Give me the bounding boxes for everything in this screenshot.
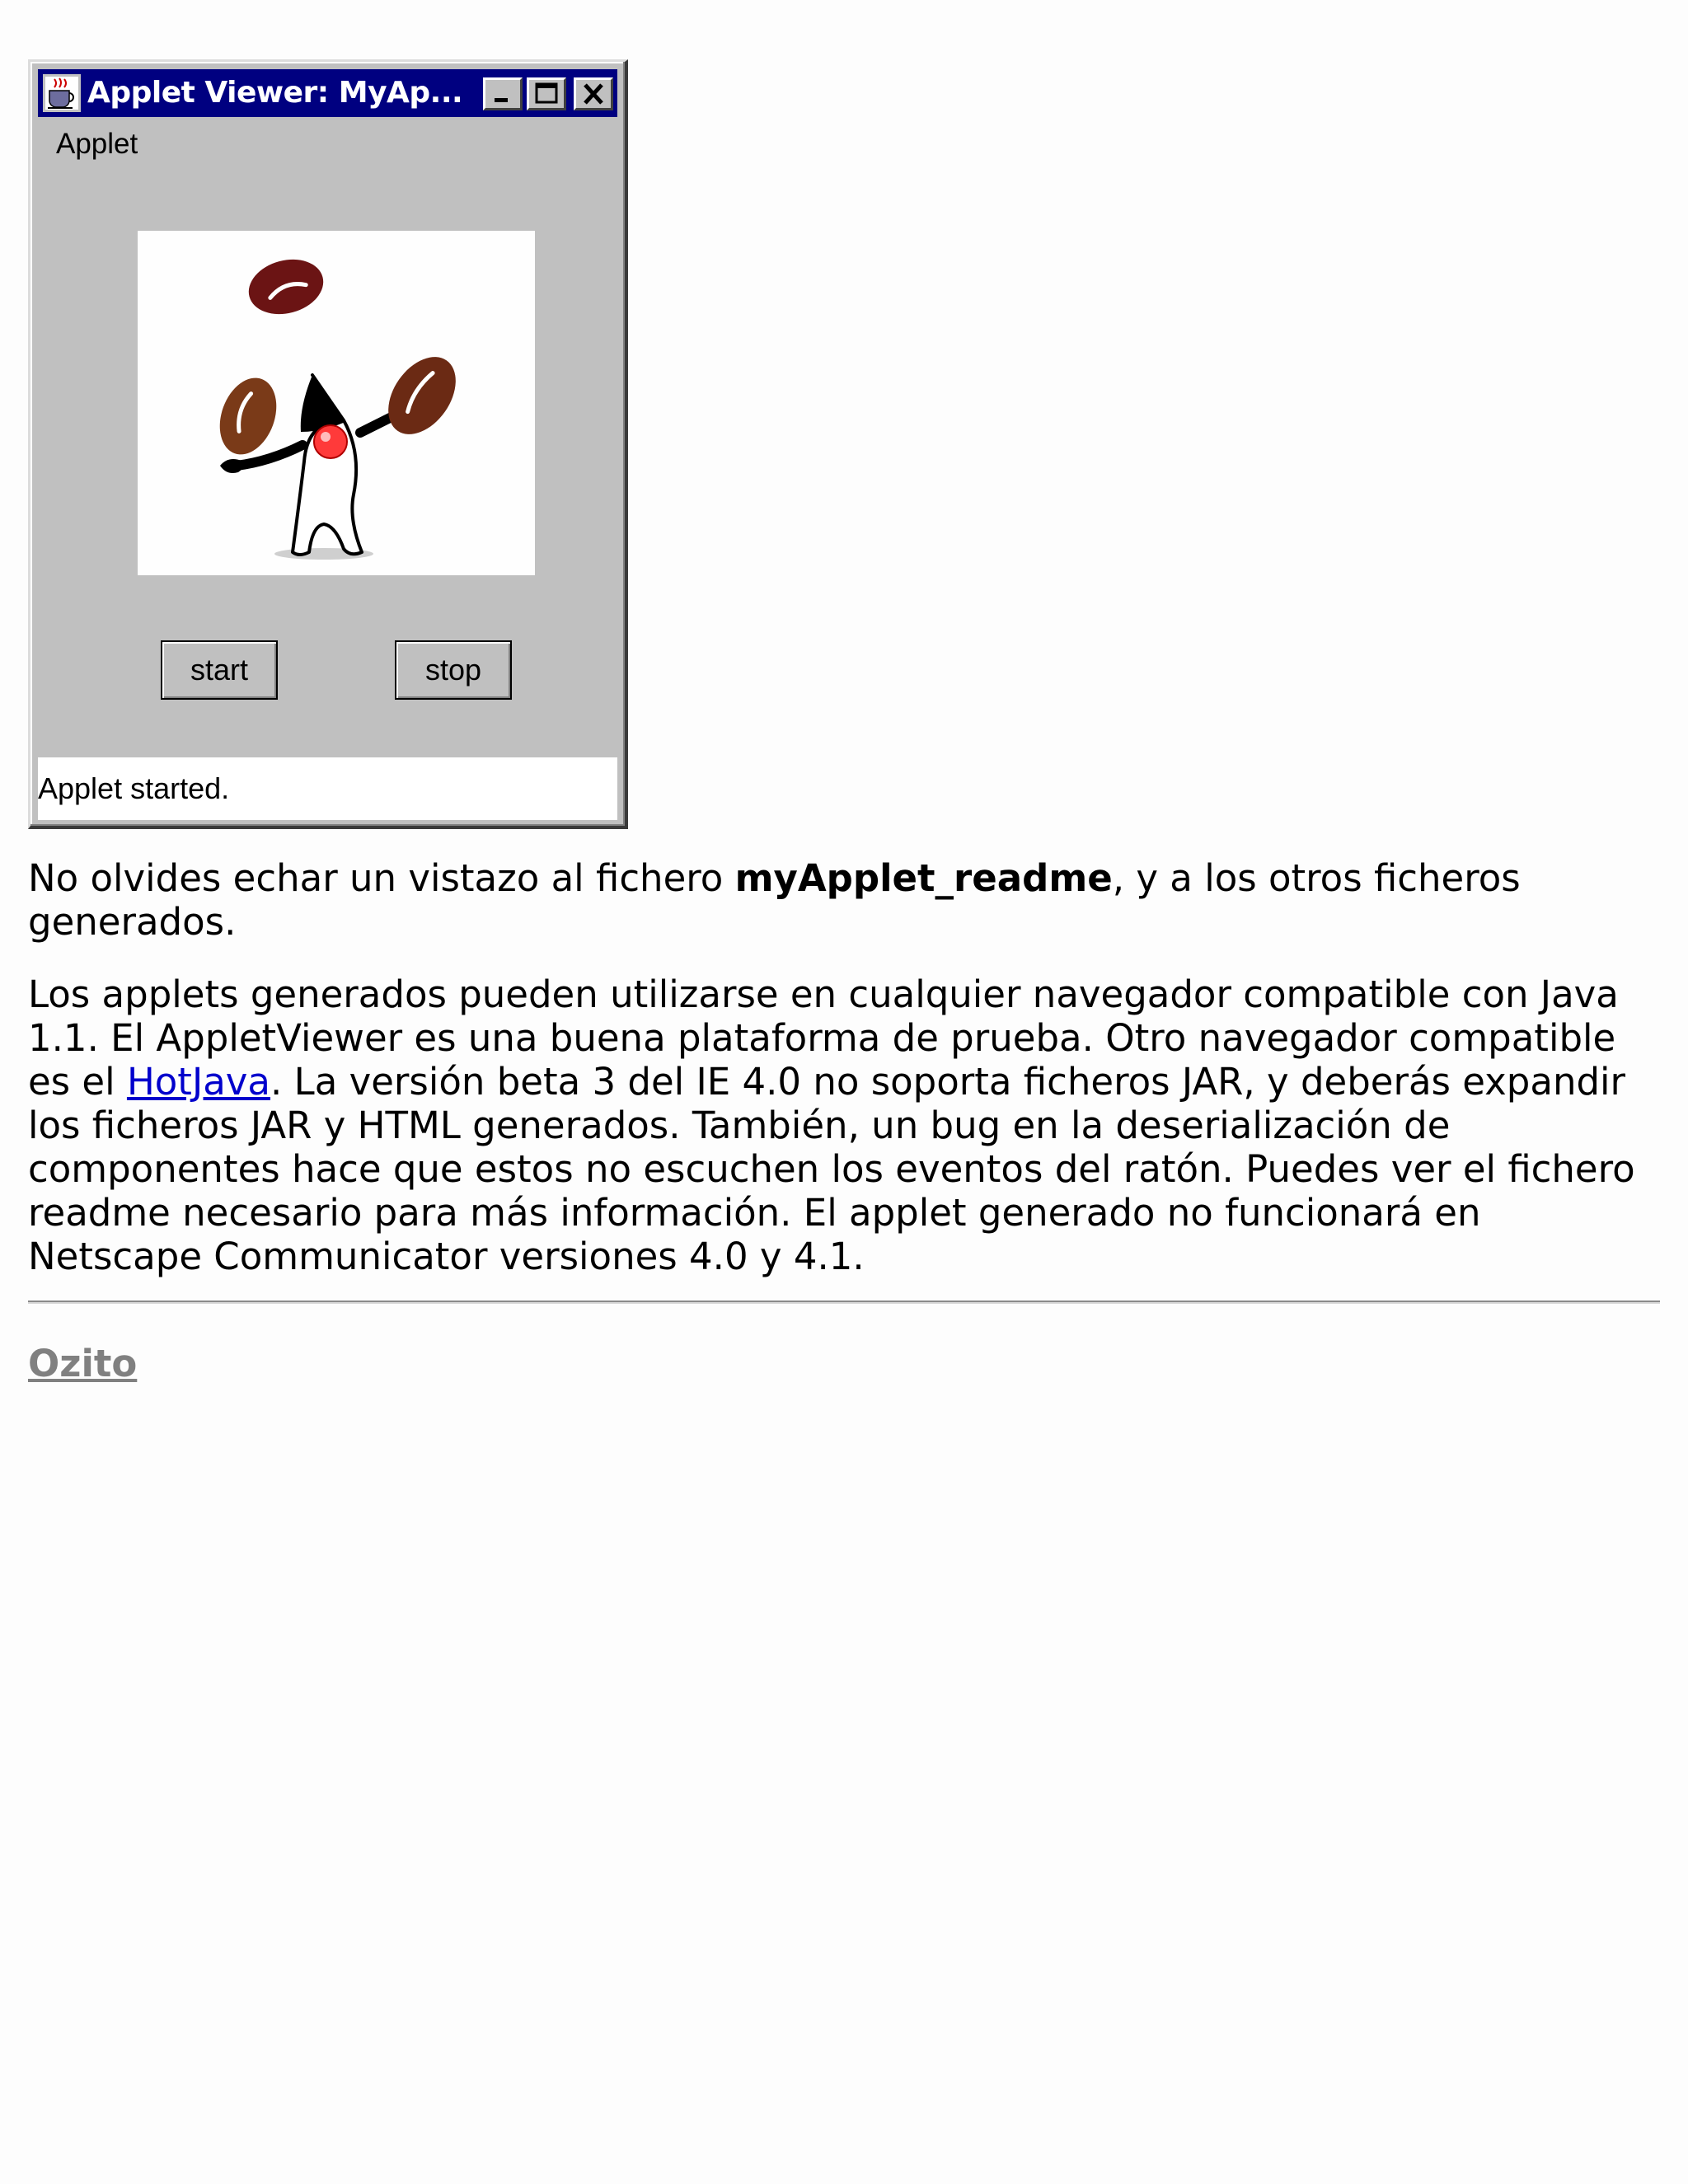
title-bar bbox=[38, 69, 617, 117]
paragraph-2-part-1: Los applets generados pueden utilizarse en cualquier navegador compatible con Java 1.1. El AppletViewer es una buena plataforma de prueba. Otro navegador compatible es el bbox=[28, 972, 1619, 1104]
paragraph-1-prefix: No olvides echar un vistazo al fichero bbox=[28, 856, 735, 900]
maximize-button[interactable] bbox=[527, 77, 566, 110]
paragraph-2-part-2: . La versión beta 3 del IE 4.0 no soporta ficheros JAR, y deberás expandir los ficheros JAR y HTML generados. También, un bug en la deserialización de componentes hace que estos no escuchen los eventos del ratón. Puedes ver el fichero readme necesario para más información. El applet generado no funcionará en Netscape Communicator versiones 4.0 y 4.1. bbox=[28, 1060, 1635, 1278]
ozito-link[interactable]: Ozito bbox=[28, 1342, 138, 1385]
duke-juggling-beans-illustration bbox=[138, 231, 535, 575]
status-text: Applet started. bbox=[38, 771, 230, 805]
close-icon bbox=[576, 80, 611, 108]
paragraph-1-suffix: , y a los otros ficheros generados. bbox=[28, 856, 1521, 944]
status-bar bbox=[38, 757, 617, 820]
java-coffee-cup-icon bbox=[43, 74, 81, 112]
hotjava-link[interactable]: HotJava bbox=[126, 1060, 271, 1104]
paragraph-readme-note bbox=[28, 856, 1664, 944]
start-button[interactable]: start bbox=[161, 640, 278, 700]
stop-button[interactable]: stop bbox=[395, 640, 512, 700]
menu-applet[interactable]: Applet bbox=[56, 128, 138, 160]
close-button[interactable] bbox=[574, 77, 613, 110]
window-title: Applet Viewer: MyAp... bbox=[87, 76, 463, 110]
minimize-button[interactable] bbox=[483, 77, 523, 110]
maximize-icon bbox=[529, 80, 564, 108]
horizontal-divider bbox=[28, 1301, 1660, 1304]
applet-animation-canvas bbox=[138, 231, 535, 575]
applet-viewer-window bbox=[28, 59, 628, 829]
paragraph-browser-compatibility bbox=[28, 972, 1664, 1278]
minimize-icon bbox=[485, 80, 520, 108]
menu-bar bbox=[38, 123, 617, 166]
readme-filename: myApplet_readme bbox=[734, 856, 1113, 900]
